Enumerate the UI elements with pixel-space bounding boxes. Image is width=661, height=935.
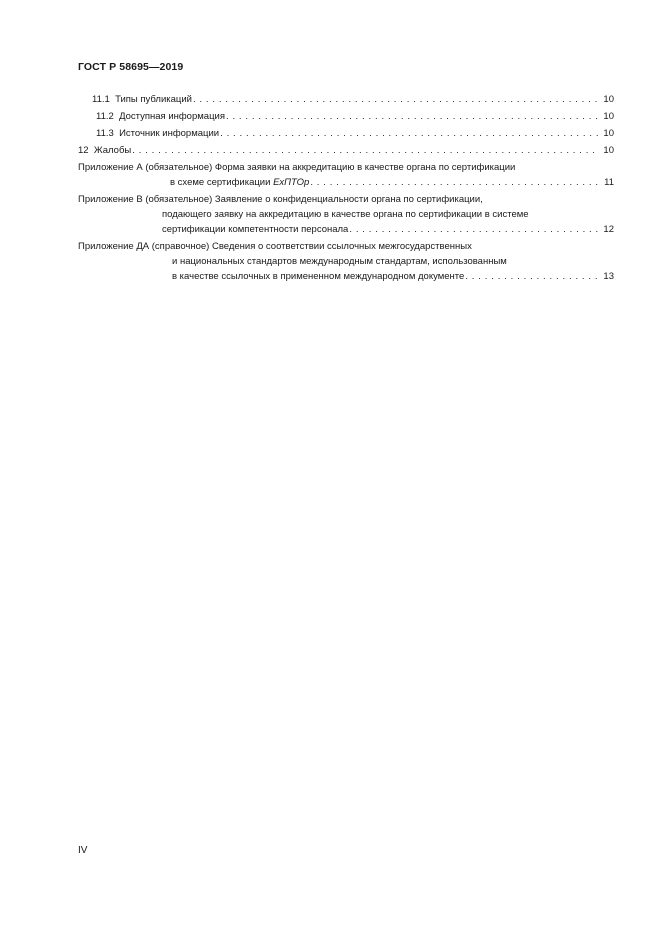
scheme-name: ExПТОр — [273, 177, 310, 188]
toc-page-number: 12 — [603, 224, 614, 235]
toc-annex-title-continued: в схеме сертификации ExПТОр — [170, 177, 310, 188]
toc-entry-11-2[interactable] — [78, 109, 614, 124]
toc-page-number: 13 — [603, 271, 614, 282]
toc-leader — [310, 175, 599, 190]
toc-entry-12[interactable] — [78, 143, 614, 158]
toc-annex-title-continued: подающего заявку на аккредитацию в качестве органа по сертификации в системе — [162, 209, 529, 220]
toc-entry-11-3[interactable] — [78, 126, 614, 141]
toc-title: Источник информации — [119, 128, 220, 139]
toc-title: Доступная информация — [119, 111, 225, 122]
toc-number: 11.1 — [92, 94, 110, 105]
table-of-contents — [78, 92, 614, 284]
toc-annex-title-continued: сертификации компетентности персонала — [162, 224, 349, 235]
toc-title: Жалобы — [93, 145, 132, 156]
toc-leader — [220, 126, 599, 141]
toc-leader — [465, 269, 599, 284]
toc-leader — [193, 92, 599, 107]
page-number-footer: IV — [78, 845, 88, 856]
toc-number: 11.3 — [96, 128, 114, 139]
toc-entry-annex-a[interactable] — [78, 160, 614, 190]
toc-number: 11.2 — [96, 111, 114, 122]
toc-page-number: 10 — [603, 145, 614, 156]
toc-entry-annex-da[interactable] — [78, 239, 614, 284]
document-header: ГОСТ Р 58695—2019 — [78, 61, 184, 73]
toc-number: 12 — [78, 145, 89, 156]
toc-annex-title: Приложение А (обязательное) Форма заявки на аккредитацию в качестве органа по сертификации — [78, 162, 516, 173]
toc-title: Типы публикаций — [115, 94, 192, 105]
toc-annex-title-continued: в качестве ссылочных в примененном международном документе — [172, 271, 465, 282]
toc-annex-title: Приложение ДА (справочное) Сведения о соответствии ссылочных межгосударственных — [78, 241, 472, 252]
toc-page-number: 10 — [603, 111, 614, 122]
toc-page-number: 11 — [604, 177, 614, 188]
toc-page-number: 10 — [603, 94, 614, 105]
toc-entry-annex-b[interactable] — [78, 192, 614, 237]
toc-leader — [226, 109, 599, 124]
toc-leader — [349, 222, 599, 237]
toc-page-number: 10 — [603, 128, 614, 139]
toc-leader — [132, 143, 599, 158]
toc-entry-11-1[interactable] — [78, 92, 614, 107]
toc-annex-title-continued: и национальных стандартов международным стандартам, использованным — [172, 256, 507, 267]
toc-annex-title: Приложение В (обязательное) Заявление о конфиденциальности органа по сертификации, — [78, 194, 483, 205]
